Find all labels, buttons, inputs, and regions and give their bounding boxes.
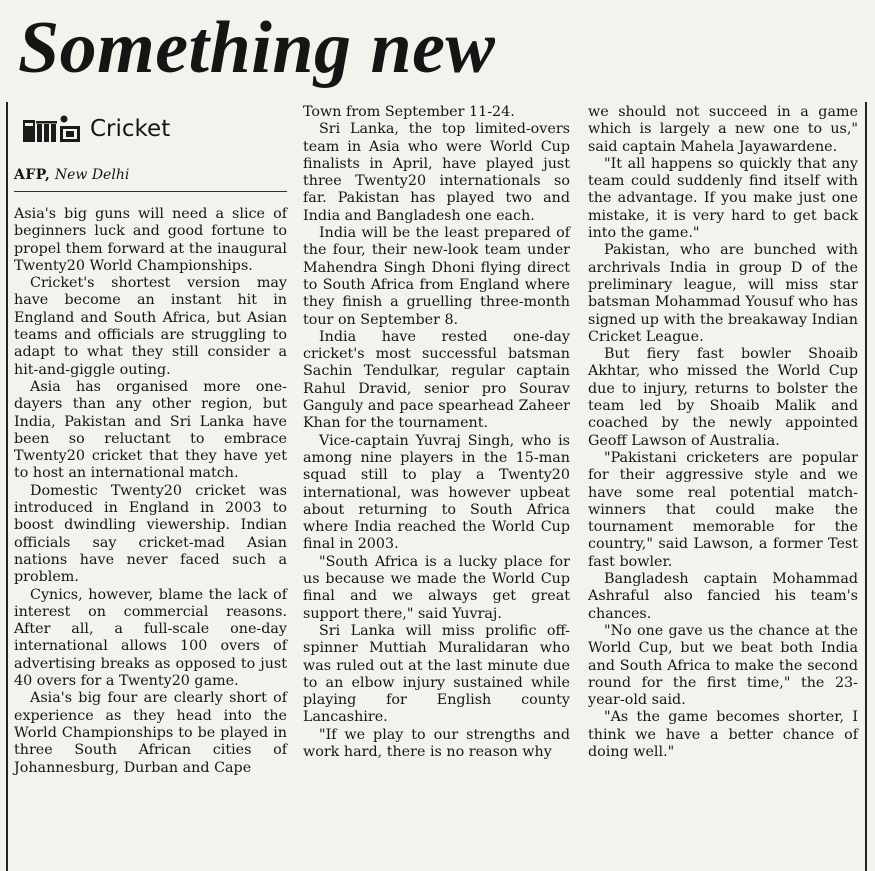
paragraph: India will be the least prepared of the four, their new-look team under Mahendra Singh Dhoni flying direct to South Africa from England where they finish a gruelling three-month tour on September 8. (303, 225, 570, 328)
section-label: Cricket (90, 116, 171, 142)
paragraph: Asia has organised more one-dayers than any other region, but India, Pakistan and Sri Lanka have been so reluctant to embrace Twenty20 cricket that they have yet to host an international match. (14, 378, 287, 482)
byline (14, 167, 129, 183)
column-divider (865, 102, 867, 871)
paragraph: "If we play to our strengths and work hard, there is no reason why (303, 726, 570, 760)
paragraph: Sri Lanka will miss prolific off-spinner Muttiah Muralidaran who was ruled out at the last minute due to an elbow injury sustained while playing for English county Lancashire. (303, 622, 570, 726)
byline-divider (14, 191, 287, 192)
paragraph: we should not succeed in a game which is largely a new one to us," said captain Mahela Jayawardene. (588, 104, 858, 155)
paragraph: India have rested one-day cricket's most successful batsman Sachin Tendulkar, regular captain Rahul Dravid, senior pro Sourav Ganguly and pace spearhead Zaheer Khan for the tournament. (303, 328, 570, 432)
section-kicker (22, 114, 170, 144)
paragraph: Cynics, however, blame the lack of interest on commercial reasons. After all, a full-scale one-day international allows 100 overs of advertising breaks as opposed to just 40 overs for a Twenty20 game. (14, 586, 287, 690)
paragraph: Pakistan, who are bunched with archrivals India in group D of the preliminary league, will miss star batsman Mohammad Yousuf who has signed up with the breakaway Indian Cricket League. (588, 242, 858, 345)
byline-location: New Delhi (54, 167, 130, 183)
paragraph: Cricket's shortest version may have become an instant hit in England and South Africa, but Asian teams and officials are struggling to adapt to what they still consider a hit-and-giggle outing. (14, 275, 287, 378)
byline-source: AFP, (14, 167, 51, 183)
paragraph: "It all happens so quickly that any team could suddenly find itself with the advantage. If you make just one mistake, it is very hard to get back into the game." (588, 155, 858, 242)
headline: Something new (18, 7, 496, 89)
paragraph: "South Africa is a lucky place for us because we made the World Cup final and we always get great support there," said Yuvraj. (303, 553, 570, 622)
paragraph: Town from September 11-24. (303, 104, 515, 120)
paragraph: Bangladesh captain Mohammad Ashraful also fancied his team's chances. (588, 571, 858, 622)
paragraph: "Pakistani cricketers are popular for their aggressive style and we have some real potential match-winners that could make the tournament memorable for the country," said Lawson, a former Test fast bowler. (588, 449, 858, 570)
paragraph: Domestic Twenty20 cricket was introduced in England in 2003 to boost dwindling viewership. Indian officials say cricket-mad Asian nations have never faced such a problem. (14, 482, 287, 586)
paragraph: Asia's big guns will need a slice of beginners luck and good fortune to propel them forward at the inaugural Twenty20 World Championships. (14, 206, 287, 274)
paragraph: "No one gave us the chance at the World Cup, but we beat both India and South Africa to make the second round for the first time," the 23-year-old said. (588, 622, 858, 709)
paragraph: Vice-captain Yuvraj Singh, who is among nine players in the 15-man squad still to play a Twenty20 international, was however upbeat about returning to South Africa where India reached the World Cup final in 2003. (303, 432, 570, 553)
paragraph: Asia's big four are clearly short of experience as they head into the World Championships to be played in three South African cities of Johannesburg, Durban and Cape (14, 690, 287, 776)
paragraph: Sri Lanka, the top limited-overs team in Asia who were World Cup finalists in April, have played just three Twenty20 internationals so far. Pakistan has played two and India and Bangladesh one each. (303, 121, 570, 224)
column-divider (6, 102, 8, 871)
article-column-1 (14, 206, 287, 777)
article-column-2 (303, 104, 570, 761)
paragraph: But fiery fast bowler Shoaib Akhtar, who missed the World Cup due to injury, returns to bolster the team led by Shoaib Malik and coached by the newly appointed Geoff Lawson of Australia. (588, 346, 858, 449)
cricket-icon (22, 114, 82, 144)
paragraph: "As the game becomes shorter, I think we have a better chance of doing well." (588, 709, 858, 760)
article-column-3 (588, 104, 858, 761)
